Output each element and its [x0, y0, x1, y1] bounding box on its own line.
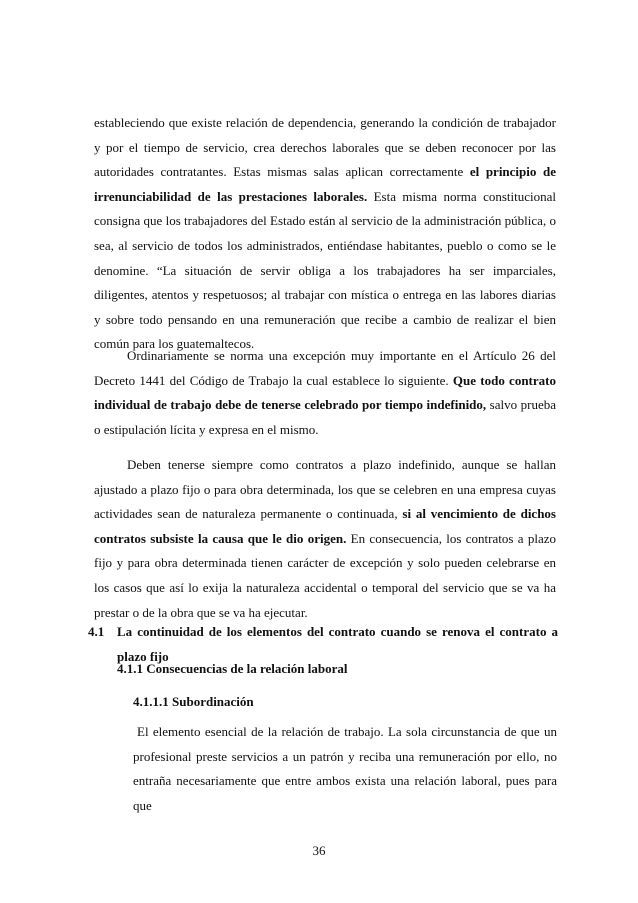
paragraph-text: El elemento esencial de la relación de trabajo. La sola circunstancia de que un profesional preste servicios a un patrón y reciba una remuneración por ello, no entraña necesariamente que entre ambos exista una relación laboral, pues para que: [133, 724, 557, 813]
paragraph-text: En consecuencia, los contratos a plazo fijo y para obra determinada tienen carácter de excepción y solo pueden celebrarse en los casos que así lo exija la naturaleza accidental o temporal del servicio que se va ha prestar o de la obra que se va ha ejecutar.: [94, 530, 556, 620]
paragraph-dependencia: [94, 111, 556, 357]
paragraph-plazo-indefinido: [94, 453, 556, 625]
page-number: 36: [312, 843, 326, 858]
paragraph-articulo-26: [94, 344, 556, 442]
paragraph-text: Deben tenerse siempre como contratos a plazo indefinido, aunque se hallan ajustado a plazo fijo o para obra determinada, los que se celebren en una empresa cuyas actividades sean de naturaleza permanente o continuada,: [94, 457, 556, 522]
paragraph-text: salvo prueba o estipulación lícita y expresa en el mismo.: [94, 397, 556, 437]
bold-phrase: Que todo contrato individual de trabajo debe de tenerse celebrado por tiempo indefinido,: [94, 372, 556, 413]
paragraph-text: estableciendo que existe relación de dependencia, generando la condición de trabajador y por el tiempo de servicio, crea derechos laborales que se deben reconocer por las autoridades contratantes. Estas mismas salas aplican correctamente: [94, 115, 556, 180]
paragraph-subordinacion: [133, 720, 557, 818]
subsubsection-heading-4-1-1-1: 4.1.1.1 Subordinación: [133, 694, 254, 709]
section-title: La continuidad de los elementos del contrato cuando se renova el contrato a plazo fijo: [117, 624, 558, 664]
bold-phrase: el principio de irrenunciabilidad de las prestaciones laborales.: [94, 164, 556, 204]
paragraph-text: Ordinariamente se norma una excepción muy importante en el Artículo 26 del Decreto 1441 del Código de Trabajo la cual establece lo siguiente.: [94, 348, 556, 388]
paragraph-text: Esta misma norma constitucional consigna que los trabajadores del Estado están al servicio de la administración pública, o sea, al servicio de todos los administrados, entiéndase habitantes, pueblo o como se le denomine. “La situación de servir obliga a los trabajadores ha ser imparciales, diligentes, atentos y respetuosos; al trabajar con mística o entrega en las labores diarias y sobre todo pensando en una remuneración que recibe a cambio de realizar el bien común para los guatemaltecos.: [94, 188, 556, 352]
bold-phrase: si al vencimiento de dichos contratos subsiste la causa que le dio origen.: [94, 506, 556, 546]
subsection-heading-4-1-1: 4.1.1 Consecuencias de la relación laboral: [117, 661, 348, 676]
section-number: 4.1: [88, 624, 105, 639]
